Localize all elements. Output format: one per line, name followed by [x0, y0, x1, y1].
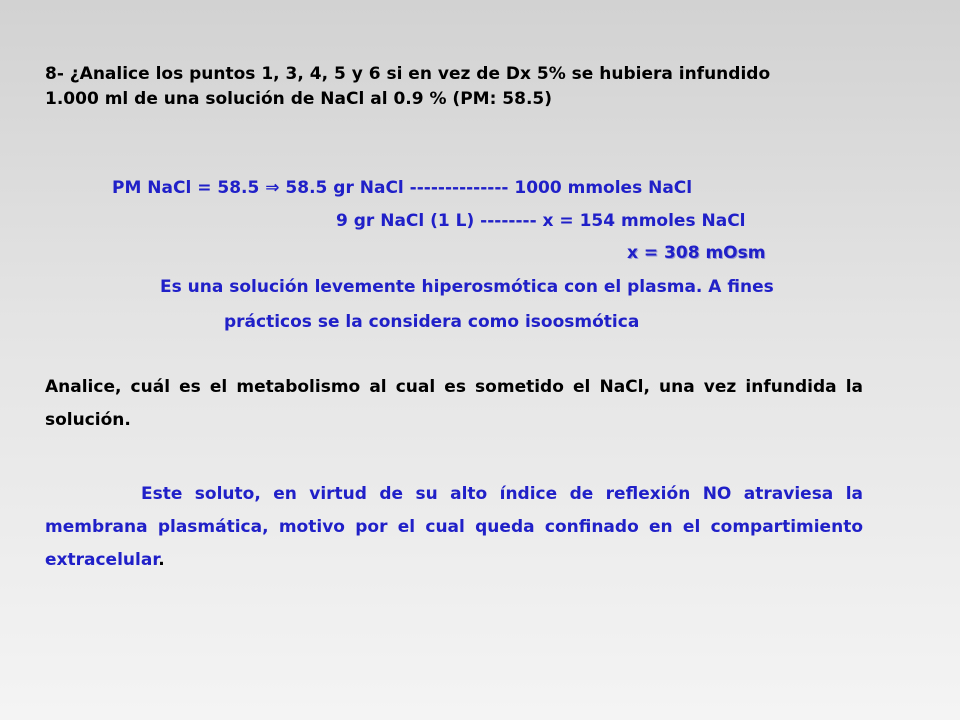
implies-arrow-icon: ⇒	[265, 178, 280, 198]
analysis-question: Analice, cuál es el metabolismo al cual es sometido el NaCl, una vez infundida la solución.	[45, 377, 863, 430]
answer-period: .	[158, 550, 165, 570]
calc-line-1	[112, 177, 692, 199]
calc-line-2: 9 gr NaCl (1 L) -------- x = 154 mmoles NaCl	[336, 211, 746, 231]
calc-line-1-start: PM NaCl = 58.5	[112, 178, 266, 198]
question-line-1: 8- ¿Analice los puntos 1, 3, 4, 5 y 6 si en vez de Dx 5% se hubiera infundido	[45, 64, 771, 84]
calc-result: x = 308 mOsm	[627, 243, 766, 263]
calc-line-1-end: 58.5 gr NaCl -------------- 1000 mmoles NaCl	[279, 178, 693, 198]
question-line-2: 1.000 ml de una solución de NaCl al 0.9 % (PM: 58.5)	[45, 89, 553, 109]
answer-paragraph	[45, 478, 863, 577]
answer-text: Este soluto, en virtud de su alto índice de reflexión NO atraviesa la membrana plasmática, motivo por el cual queda confinado en el compartimiento extracelular	[45, 484, 863, 570]
conclusion-line-2: prácticos se la considera como isoosmótica	[224, 312, 640, 332]
conclusion-line-1: Es una solución levemente hiperosmótica con el plasma. A fines	[160, 277, 774, 297]
